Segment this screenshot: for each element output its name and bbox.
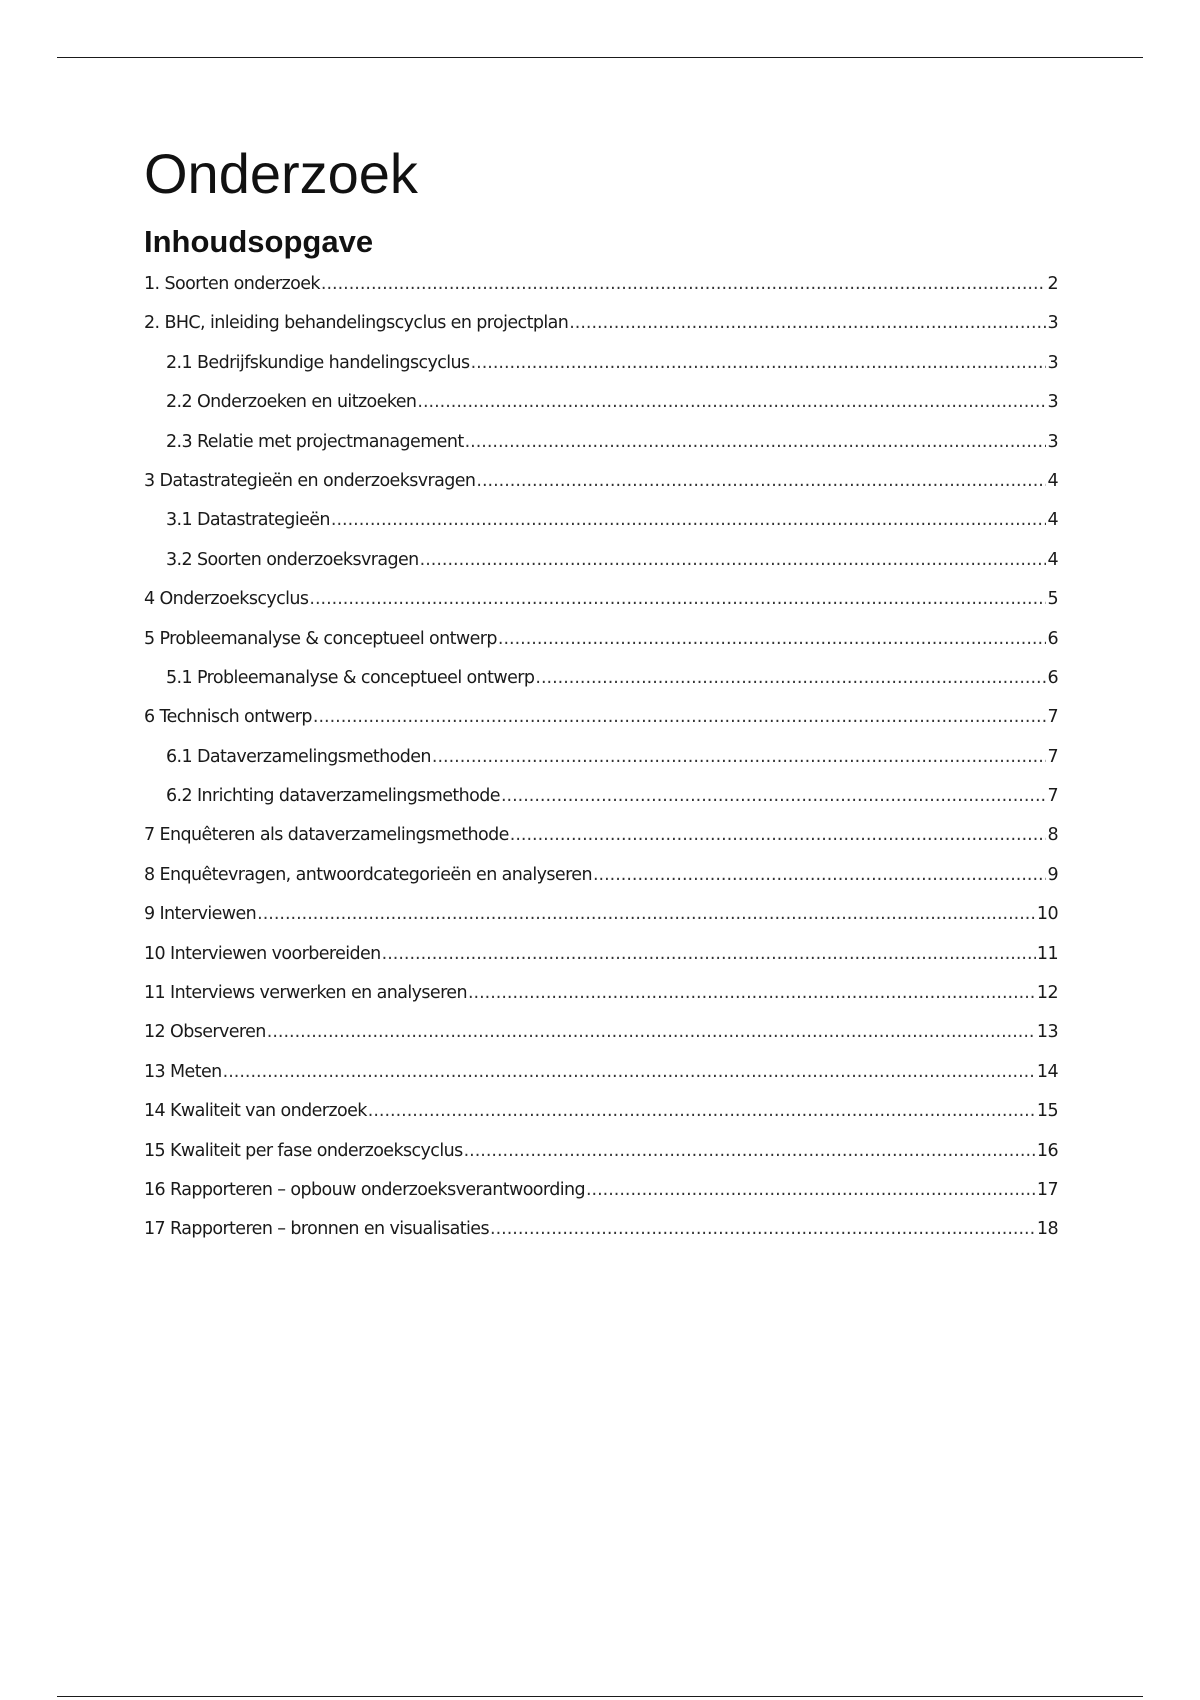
toc-entry-title: 6 Technisch ontwerp bbox=[144, 707, 312, 728]
toc-entry[interactable] bbox=[144, 1180, 1058, 1219]
toc-entry[interactable] bbox=[144, 865, 1058, 904]
toc-entry-page-number: 7 bbox=[1047, 786, 1058, 807]
toc-entry-title: 3.1 Datastrategieën bbox=[166, 510, 330, 531]
toc-entry-page-number: 13 bbox=[1036, 1022, 1058, 1043]
toc-entry[interactable] bbox=[144, 944, 1058, 983]
toc-entry-title: 14 Kwaliteit van onderzoek bbox=[144, 1101, 367, 1122]
toc-entry[interactable] bbox=[144, 983, 1058, 1022]
toc-entry[interactable] bbox=[144, 904, 1058, 943]
toc-dot-leader bbox=[257, 904, 1036, 924]
toc-entry-page-number: 16 bbox=[1036, 1140, 1058, 1161]
toc-entry[interactable] bbox=[144, 629, 1058, 668]
toc-entry[interactable] bbox=[144, 1219, 1058, 1258]
toc-entry[interactable] bbox=[144, 274, 1058, 313]
toc-entry-page-number: 5 bbox=[1047, 589, 1058, 610]
toc-entry-title: 8 Enquêtevragen, antwoordcategorieën en analyseren bbox=[144, 864, 592, 885]
toc-dot-leader bbox=[471, 353, 1047, 373]
toc-entry[interactable] bbox=[144, 1022, 1058, 1061]
toc-entry-title: 2.3 Relatie met projectmanagement bbox=[166, 431, 464, 452]
toc-dot-leader bbox=[321, 274, 1047, 294]
document-title: Onderzoek bbox=[144, 142, 418, 205]
toc-entry-page-number: 4 bbox=[1047, 549, 1058, 570]
toc-dot-leader bbox=[309, 589, 1046, 609]
toc-dot-leader bbox=[464, 1141, 1036, 1161]
toc-dot-leader bbox=[498, 629, 1047, 649]
toc-entry-title: 2.1 Bedrijfskundige handelingscyclus bbox=[166, 352, 470, 373]
toc-entry-title: 2. BHC, inleiding behandelingscyclus en projectplan bbox=[144, 313, 569, 334]
toc-dot-leader bbox=[569, 313, 1046, 333]
toc-entry-page-number: 14 bbox=[1036, 1061, 1058, 1082]
toc-entry[interactable] bbox=[144, 589, 1058, 628]
toc-entry-title: 10 Interviewen voorbereiden bbox=[144, 943, 381, 964]
toc-dot-leader bbox=[313, 707, 1047, 727]
toc-entry[interactable] bbox=[144, 353, 1058, 392]
toc-entry-page-number: 15 bbox=[1036, 1101, 1058, 1122]
toc-dot-leader bbox=[586, 1180, 1036, 1200]
toc-entry[interactable] bbox=[144, 668, 1058, 707]
toc-entry-page-number: 7 bbox=[1047, 746, 1058, 767]
toc-entry-page-number: 17 bbox=[1036, 1179, 1058, 1200]
toc-entry[interactable] bbox=[144, 786, 1058, 825]
toc-entry-title: 2.2 Onderzoeken en uitzoeken bbox=[166, 392, 417, 413]
toc-entry-title: 15 Kwaliteit per fase onderzoekscyclus bbox=[144, 1140, 463, 1161]
toc-entry[interactable] bbox=[144, 1101, 1058, 1140]
toc-entry-title: 1. Soorten onderzoek bbox=[144, 274, 320, 294]
toc-dot-leader bbox=[490, 1219, 1036, 1239]
toc-entry[interactable] bbox=[144, 707, 1058, 746]
toc-entry[interactable] bbox=[144, 1141, 1058, 1180]
toc-entry-title: 16 Rapporteren – opbouw onderzoeksverantwoording bbox=[144, 1179, 585, 1200]
toc-entry-title: 17 Rapporteren – bronnen en visualisaties bbox=[144, 1219, 489, 1240]
toc-entry-title: 11 Interviews verwerken en analyseren bbox=[144, 983, 467, 1004]
toc-entry-page-number: 4 bbox=[1047, 470, 1058, 491]
toc-entry[interactable] bbox=[144, 1062, 1058, 1101]
toc-entry-title: 7 Enquêteren als dataverzamelingsmethode bbox=[144, 825, 509, 846]
toc-entry-page-number: 6 bbox=[1047, 628, 1058, 649]
toc-entry[interactable] bbox=[144, 510, 1058, 549]
toc-dot-leader bbox=[417, 392, 1046, 412]
toc-entry-title: 5.1 Probleemanalyse & conceptueel ontwerp bbox=[166, 667, 535, 688]
toc-entry[interactable] bbox=[144, 550, 1058, 589]
toc-dot-leader bbox=[535, 668, 1046, 688]
toc-entry-page-number: 3 bbox=[1047, 431, 1058, 452]
footer-rule bbox=[57, 1696, 1143, 1697]
toc-entry-title: 12 Observeren bbox=[144, 1022, 266, 1043]
toc-entry-page-number: 7 bbox=[1047, 707, 1058, 728]
toc-entry-title: 3 Datastrategieën en onderzoeksvragen bbox=[144, 470, 476, 491]
toc-entry-page-number: 3 bbox=[1047, 352, 1058, 373]
toc-dot-leader bbox=[593, 865, 1046, 885]
toc-entry-page-number: 10 bbox=[1036, 904, 1058, 925]
toc-entry-page-number: 2 bbox=[1047, 274, 1058, 294]
toc-dot-leader bbox=[468, 983, 1036, 1003]
toc-dot-leader bbox=[382, 944, 1036, 964]
toc-entry-title: 4 Onderzoekscyclus bbox=[144, 589, 309, 610]
toc-entry-title: 5 Probleemanalyse & conceptueel ontwerp bbox=[144, 628, 497, 649]
toc-dot-leader bbox=[223, 1062, 1036, 1082]
toc-dot-leader bbox=[476, 471, 1046, 491]
toc-entry-page-number: 6 bbox=[1047, 667, 1058, 688]
toc-entry-page-number: 3 bbox=[1047, 392, 1058, 413]
toc-entry[interactable] bbox=[144, 313, 1058, 352]
toc-dot-leader bbox=[501, 786, 1047, 806]
toc-entry[interactable] bbox=[144, 747, 1058, 786]
toc-dot-leader bbox=[368, 1101, 1036, 1121]
toc-entry-page-number: 11 bbox=[1036, 943, 1058, 964]
toc-entry-page-number: 18 bbox=[1036, 1219, 1058, 1240]
toc-dot-leader bbox=[420, 550, 1047, 570]
toc-entry-page-number: 8 bbox=[1047, 825, 1058, 846]
toc-entry-page-number: 12 bbox=[1036, 983, 1058, 1004]
toc-entry-title: 13 Meten bbox=[144, 1061, 222, 1082]
toc-dot-leader bbox=[331, 510, 1047, 530]
toc-dot-leader bbox=[465, 432, 1047, 452]
toc-entry-title: 6.2 Inrichting dataverzamelingsmethode bbox=[166, 786, 500, 807]
toc-entry[interactable] bbox=[144, 825, 1058, 864]
toc-entry-page-number: 4 bbox=[1047, 510, 1058, 531]
toc-dot-leader bbox=[267, 1022, 1036, 1042]
toc-dot-leader bbox=[510, 825, 1047, 845]
toc-entry-title: 9 Interviewen bbox=[144, 904, 257, 925]
toc-entry[interactable] bbox=[144, 432, 1058, 471]
page-content bbox=[144, 140, 1058, 1259]
header-rule bbox=[57, 57, 1143, 58]
toc-entry[interactable] bbox=[144, 471, 1058, 510]
toc-dot-leader bbox=[432, 747, 1047, 767]
toc-entry-page-number: 3 bbox=[1047, 313, 1058, 334]
toc-heading: Inhoudsopgave bbox=[144, 224, 374, 259]
toc-entry[interactable] bbox=[144, 392, 1058, 431]
toc-entry-title: 6.1 Dataverzamelingsmethoden bbox=[166, 746, 431, 767]
toc-entry-title: 3.2 Soorten onderzoeksvragen bbox=[166, 549, 419, 570]
toc-entry-page-number: 9 bbox=[1047, 864, 1058, 885]
table-of-contents bbox=[144, 274, 1058, 1259]
